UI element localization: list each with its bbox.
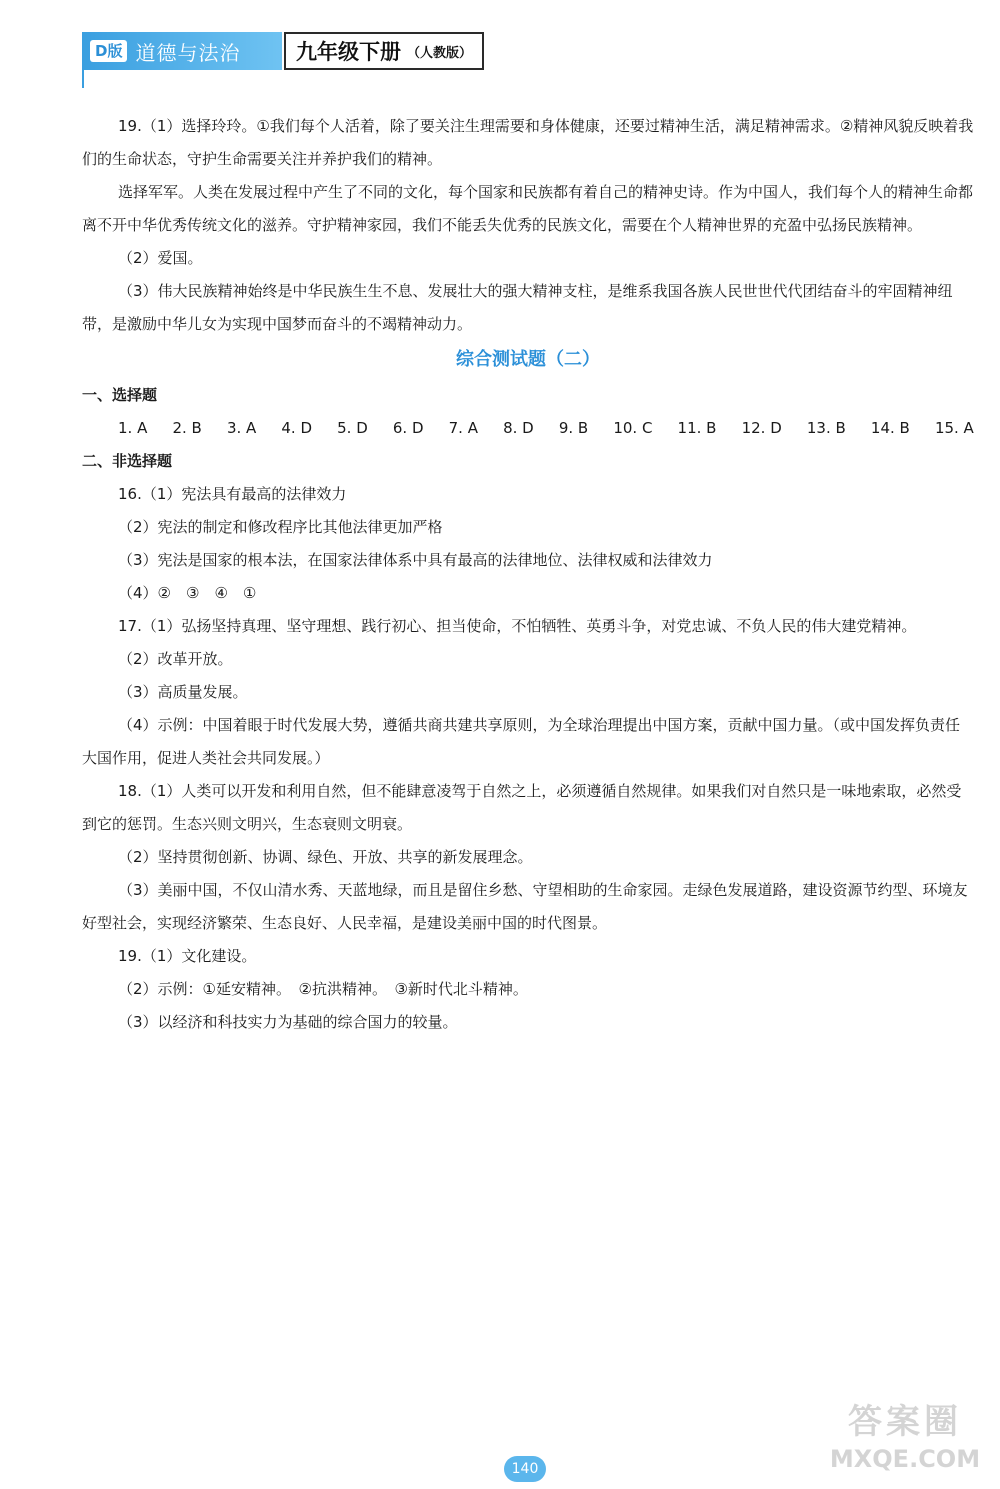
- answer-paragraph: 18.（1）人类可以开发和利用自然，但不能肆意凌驾于自然之上，必须遵循自然规律。如果我们对自然只是一味地索取，必然受到它的惩罚。生态兴则文明兴，生态衰则文明衰。: [82, 782, 962, 833]
- part1-heading: 一、选择题: [82, 386, 158, 404]
- grade-title: 九年级下册: [296, 40, 401, 64]
- page-number: 140: [504, 1456, 546, 1482]
- answer-paragraph: 19.（1）文化建设。: [118, 947, 257, 965]
- answer-paragraph: 17.（1）弘扬坚持真理、坚守理想、践行初心、担当使命，不怕牺牲、英勇斗争，对党忠诚、不负人民的伟大建党精神。: [118, 617, 917, 635]
- answer-paragraph: （3）高质量发展。: [118, 683, 248, 701]
- part2-heading: 二、非选择题: [82, 452, 173, 470]
- choice-answer: 2. B: [172, 419, 202, 437]
- choice-answer: 3. A: [226, 419, 257, 437]
- page-header: [82, 32, 484, 70]
- header-grade-box: [284, 32, 484, 70]
- choice-answer: 15. A: [934, 419, 974, 437]
- answer-paragraph: （3）伟大民族精神始终是中华民族生生不息、发展壮大的强大精神支柱，是维系我国各族人民世世代代团结奋斗的牢固精神纽带，是激励中华儿女为实现中国梦而奋斗的不竭精神动力。: [82, 282, 953, 333]
- answer-paragraph: （2）示例：①延安精神。 ②抗洪精神。 ③新时代北斗精神。: [118, 980, 528, 998]
- answer-paragraph: 选择军军。人类在发展过程中产生了不同的文化，每个国家和民族都有着自己的精神史诗。作为中国人，我们每个人的精神生命都离不开中华优秀传统文化的滋养。守护精神家园，我们不能丢失优秀的民族文化，需要在个人精神世界的充盈中弘扬民族精神。: [82, 183, 974, 234]
- watermark-url: MXQE.COM: [829, 1445, 981, 1473]
- choice-answers: [82, 412, 974, 445]
- answer-paragraph: （3）宪法是国家的根本法，在国家法律体系中具有最高的法律地位、法律权威和法律效力: [118, 551, 713, 569]
- answer-paragraph: （3）以经济和科技实力为基础的综合国力的较量。: [118, 1013, 458, 1031]
- answer-paragraph: （4）② ③ ④ ①: [118, 584, 257, 602]
- watermark-title: 答案圈: [848, 1402, 962, 1442]
- choice-answer: 1. A: [118, 419, 148, 437]
- edition-badge: D版: [90, 40, 127, 62]
- answer-paragraph: （2）宪法的制定和修改程序比其他法律更加严格: [118, 518, 443, 536]
- choice-answer: 5. D: [337, 419, 368, 437]
- choice-answer: 12. D: [741, 419, 782, 437]
- answer-content: [82, 110, 974, 1039]
- answer-paragraph: 19.（1）选择玲玲。①我们每个人活着，除了要关注生理需要和身体健康，还要过精神生活，满足精神需求。②精神风貌反映着我们的生命状态，守护生命需要关注并养护我们的精神。: [82, 117, 974, 168]
- answer-paragraph: （2）爱国。: [118, 249, 203, 267]
- header-subject-band: [82, 32, 282, 70]
- answer-paragraph: （2）改革开放。: [118, 650, 233, 668]
- choice-answer: 14. B: [870, 419, 910, 437]
- answer-paragraph: （4）示例：中国着眼于时代发展大势，遵循共商共建共享原则，为全球治理提出中国方案，贡献中国力量。（或中国发挥负责任大国作用，促进人类社会共同发展。）: [82, 716, 961, 767]
- answer-paragraph: （3）美丽中国，不仅山清水秀、天蓝地绿，而且是留住乡愁、守望相助的生命家园。走绿色发展道路，建设资源节约型、环境友好型社会，实现经济繁荣、生态良好、人民幸福，是建设美丽中国的时代图景。: [82, 881, 968, 932]
- header-accent-line: [82, 70, 84, 88]
- choice-answer: 6. D: [392, 419, 424, 437]
- watermark: [820, 1400, 990, 1474]
- choice-answer: 11. B: [677, 419, 717, 437]
- choice-answer: 8. D: [503, 419, 534, 437]
- subject-title: 道德与法治: [135, 40, 241, 65]
- answer-paragraph: 16.（1）宪法具有最高的法律效力: [118, 485, 347, 503]
- choice-answer: 10. C: [613, 419, 653, 437]
- section-title: 综合测试题（二）: [456, 349, 600, 370]
- edition-label: （人教版）: [407, 45, 473, 61]
- choice-answer: 7. A: [448, 419, 478, 437]
- answer-paragraph: （2）坚持贯彻创新、协调、绿色、开放、共享的新发展理念。: [118, 848, 533, 866]
- choice-answer: 9. B: [558, 419, 589, 437]
- choice-answer: 4. D: [281, 419, 313, 437]
- choice-answer: 13. B: [806, 419, 846, 437]
